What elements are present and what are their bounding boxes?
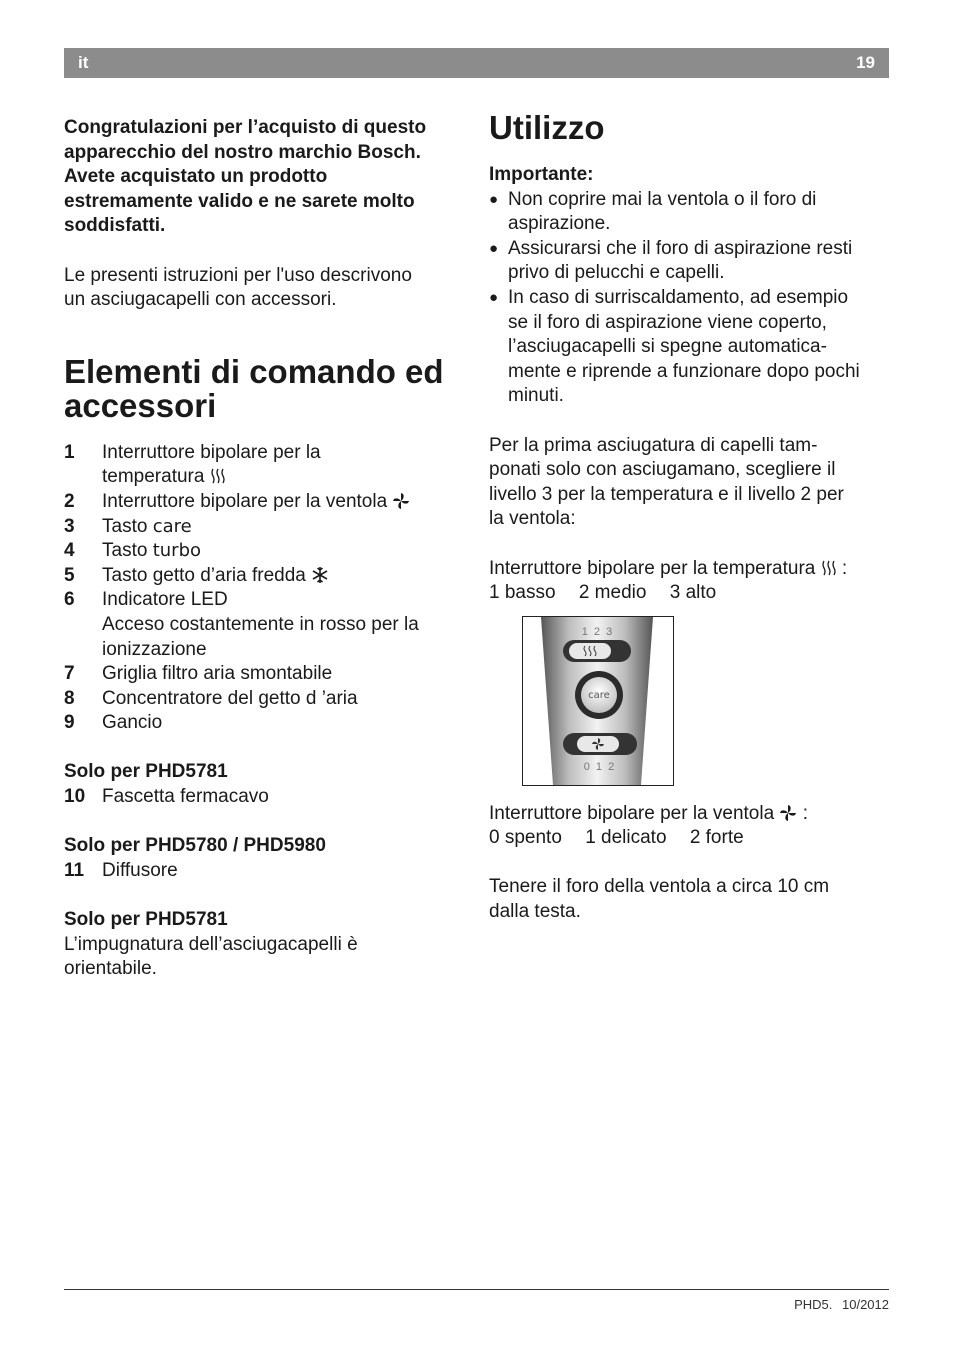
list-item: [489, 286, 889, 409]
intro-text-line: un asciugacapelli con accessori.: [64, 289, 337, 311]
item-text: Diffusore: [102, 859, 178, 881]
intro-text-line: Le presenti istruzioni per l'uso descrivono: [64, 264, 412, 286]
item-text: Acceso costantemente in rosso per la: [102, 613, 419, 635]
bullet-icon: ●: [489, 190, 499, 208]
heat-icon: [210, 467, 226, 485]
intro-bold-line: apparecchio del nostro marchio Bosch.: [64, 141, 421, 163]
heading-line: Elementi di comando ed: [64, 352, 444, 390]
section-text: orientabile.: [64, 958, 157, 980]
bullet-text: l’asciugacapelli si spegne automatica-: [508, 336, 827, 358]
item-number: 5: [64, 564, 75, 586]
list-item: [64, 711, 464, 736]
item-text: Tasto: [102, 515, 148, 537]
level-label: 2 medio: [578, 582, 647, 604]
bullet-text: minuti.: [508, 385, 564, 407]
bullet-text: Assicurarsi che il foro di aspirazione resti: [508, 237, 853, 259]
fan-icon: [779, 804, 797, 822]
temp-levels: [489, 581, 889, 606]
level-label: 1 basso: [489, 582, 556, 604]
paragraph-line: la ventola:: [489, 508, 576, 530]
item-text: Interruttore bipolare per la ventola: [102, 490, 388, 512]
paragraph-line: dalla testa.: [489, 901, 581, 923]
item-number: 11: [64, 859, 85, 881]
language-code: it: [78, 53, 89, 72]
bullet-text: Non coprire mai la ventola o il foro di: [508, 188, 817, 210]
left-column: [64, 116, 464, 982]
level-label: 1 delicato: [585, 827, 667, 849]
fan-scale-numbers: 0 1 2: [583, 760, 615, 773]
item-code: turbo: [152, 540, 202, 562]
item-text: Griglia filtro aria smontabile: [102, 663, 333, 685]
list-item: [64, 662, 464, 687]
paragraph-line: Per la prima asciugatura di capelli tam-: [489, 434, 818, 456]
section-heading-usage: Utilizzo: [489, 109, 605, 146]
level-label: 0 spento: [489, 827, 562, 849]
temp-switch-label: Interruttore bipolare per la temperatura: [489, 557, 816, 579]
level-label: 2 forte: [689, 827, 744, 849]
bullet-text: privo di pelucchi e capelli.: [508, 262, 725, 284]
bullet-text: aspirazione.: [508, 213, 611, 235]
item-text: Tasto: [102, 540, 148, 562]
list-item: [64, 441, 464, 490]
item-text: Concentratore del getto d ’aria: [102, 687, 358, 709]
fan-switch-label: Interruttore bipolare per la ventola: [489, 802, 775, 824]
footer-date: 10/2012: [842, 1297, 889, 1312]
item-text: Indicatore LED: [102, 589, 228, 611]
section-text: L’impugnatura dell’asciugacapelli è: [64, 933, 358, 955]
list-item: [64, 539, 464, 564]
section-a-list: [64, 785, 464, 810]
fan-switch-line: Interruttore bipolare per la ventola :: [489, 802, 809, 824]
paragraph-line: ponati solo con asciugamano, scegliere il: [489, 459, 836, 481]
list-item: [64, 859, 464, 884]
intro-bold-line: estremamente valido e ne sarete molto: [64, 190, 415, 212]
item-text: Fascetta fermacavo: [102, 786, 269, 808]
list-item: [64, 687, 464, 712]
footer: [788, 1297, 889, 1312]
list-item: [489, 237, 889, 286]
header-bar: [64, 48, 889, 78]
controls-list: [64, 441, 464, 736]
page-number: 19: [856, 53, 875, 72]
section-b-list: [64, 859, 464, 884]
important-label: Importante:: [489, 164, 594, 185]
hairdryer-control-figure: [522, 616, 674, 786]
item-text: Tasto getto d’aria fredda: [102, 564, 306, 586]
item-number: 1: [64, 441, 75, 463]
first-use-text: [489, 434, 889, 532]
fan-icon: [392, 492, 410, 510]
list-item: [64, 785, 464, 810]
item-code: care: [152, 515, 192, 537]
item-number: 9: [64, 712, 75, 734]
intro-bold-line: soddisfatti.: [64, 215, 166, 237]
item-text: temperatura: [102, 466, 205, 488]
item-number: 3: [64, 515, 75, 537]
control-illustration: [523, 617, 673, 785]
level-label: 3 alto: [669, 582, 717, 604]
fan-levels: [489, 826, 889, 851]
intro-bold-line: Avete acquistato un prodotto: [64, 166, 328, 188]
item-number: 8: [64, 687, 75, 709]
heading-line: accessori: [64, 386, 217, 424]
snowflake-icon: [311, 566, 329, 584]
list-item: [64, 564, 464, 589]
paragraph-line: Tenere il foro della ventola a circa 10 cm: [489, 876, 830, 898]
distance-text: [489, 875, 889, 924]
temp-scale-numbers: 1 2 3: [581, 625, 613, 638]
care-button-label: care: [588, 689, 610, 701]
intro-bold-line: Congratulazioni per l’acquisto di questo: [64, 117, 427, 138]
item-number: 10: [64, 786, 86, 808]
list-item: [64, 588, 464, 662]
item-number: 4: [64, 540, 75, 562]
right-column: [489, 109, 889, 925]
intro-bold: [64, 116, 464, 239]
item-number: 2: [64, 490, 75, 512]
section-title: Solo per PHD5781: [64, 909, 228, 931]
bullet-text: In caso di surriscaldamento, ad esempio: [508, 286, 849, 308]
section-title: Solo per PHD5781: [64, 761, 228, 783]
bullet-icon: ●: [489, 288, 499, 306]
bullet-icon: ●: [489, 239, 499, 257]
item-text: ionizzazione: [102, 638, 207, 660]
footer-model: PHD5.: [794, 1297, 833, 1312]
item-text: Gancio: [102, 712, 163, 734]
item-number: 6: [64, 589, 75, 611]
intro-text: [64, 264, 464, 313]
footer-divider: [64, 1289, 889, 1290]
paragraph-line: livello 3 per la temperatura e il livello 2 per: [489, 483, 844, 505]
bullet-text: mente e riprende a funzionare dopo pochi: [508, 360, 860, 382]
important-list: [489, 188, 889, 409]
section-heading-controls: [64, 352, 464, 424]
temp-switch-line: Interruttore bipolare per la temperatura :: [489, 557, 848, 579]
list-item: [489, 188, 889, 237]
heat-icon: [821, 559, 837, 577]
item-text: Interruttore bipolare per la: [102, 441, 321, 463]
list-item: [64, 490, 464, 515]
section-title: Solo per PHD5780 / PHD5980: [64, 835, 326, 857]
bullet-text: se il foro di aspirazione viene coperto,: [508, 311, 827, 333]
list-item: [64, 515, 464, 540]
item-number: 7: [64, 663, 75, 685]
